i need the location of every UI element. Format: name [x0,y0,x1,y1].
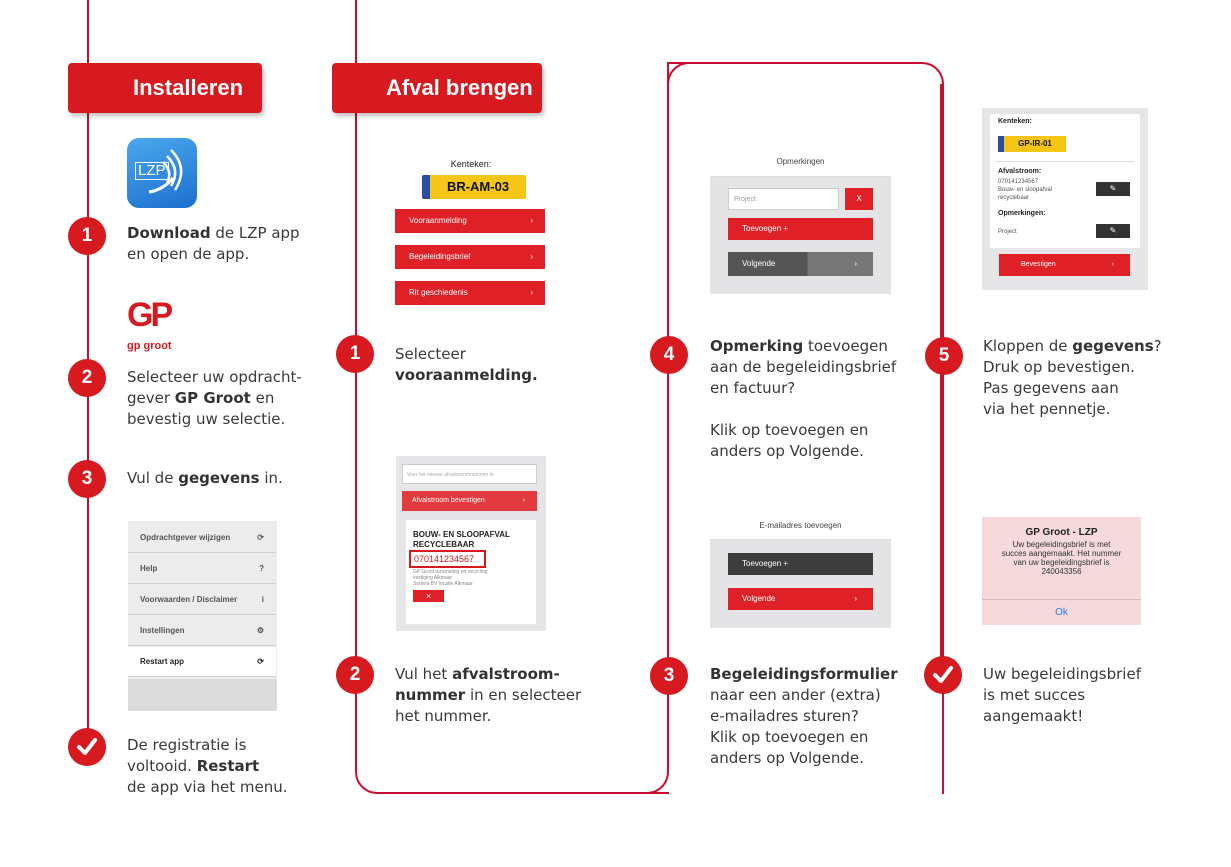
step-circle-opmerking-4 [650,336,688,374]
button-label: Afvalstroom bevestigen [412,497,485,504]
step-text-download [127,223,327,265]
step-bold: gegevens [1072,337,1154,355]
step-line: en open de app. [127,245,250,263]
step-text-fill-data [127,468,327,489]
check-circle-done-1 [68,728,106,766]
chevron-right-icon: › [530,288,533,297]
gear-icon: ⚙ [256,626,264,635]
menu-item-help[interactable] [128,554,276,584]
step-line: Druk op bevestigen. [983,358,1135,376]
button-label: Bevestigen [1021,261,1056,268]
gp-groot-logo [127,296,187,357]
step-number: 1 [81,225,93,246]
header-title: Opmerkingen [776,157,825,166]
close-icon: X [856,194,862,203]
card-close-button[interactable] [413,590,444,602]
step-number: 2 [81,367,93,388]
volgende-button[interactable] [728,252,873,276]
dialog-ok-button[interactable] [982,599,1141,626]
step-line: en [250,389,275,407]
input-value: Project [734,196,756,203]
step-line: en factuur? [710,379,796,397]
step-number: 2 [349,664,361,685]
step-line: ? [1153,337,1162,355]
afvalstroom-label: Afvalstroom: [998,168,1042,175]
button-label: Rit geschiedenis [409,288,468,297]
kenteken-label: Kenteken: [450,159,492,169]
step-circle-1 [68,217,106,255]
edit-afvalstroom-button[interactable] [1096,182,1130,196]
step-line: e-mailadres sturen? [710,707,859,725]
card-info-2: vestiging Alkmaar [413,575,453,581]
step-circle-afval-1 [336,335,374,373]
chevron-right-icon: › [530,252,533,261]
step-number: 5 [938,345,950,366]
afvalstroom-number[interactable] [409,550,486,568]
step-line: Selecteer uw opdracht- [127,368,302,386]
opmerking-clear-button[interactable] [845,188,873,210]
email-header [710,513,891,540]
pencil-icon: ✎ [1109,226,1117,235]
step-line: bevestig uw selectie. [127,410,286,428]
dialog-line-1: Uw begeleidingsbrief is met [1012,540,1111,549]
menu-label: Voorwaarden / Disclaimer [140,595,238,604]
step-line: de app via het menu. [127,778,288,796]
step-line: aangemaakt! [983,707,1084,725]
success-dialog [982,517,1141,625]
lzp-app-icon [127,138,197,208]
gp-logo-letters: GP [127,296,171,334]
button-label: Volgende [742,594,776,603]
menu-item-instellingen[interactable] [128,616,276,646]
step-line: anders op Volgende. [710,749,864,767]
step-text-afvalstroomnummer [395,664,615,727]
chevron-right-icon: › [854,594,857,603]
card-title-1: BOUW- EN SLOOPAFVAL [413,530,510,539]
step-bold: Begeleidingsformulier [710,665,898,683]
help-icon: ? [259,564,264,573]
step-circle-gegevens-5 [925,337,963,375]
button-label: Begeleidingsbrief [409,252,471,261]
step-line: De registratie is [127,736,247,754]
chevron-right-icon: › [522,497,525,504]
step-bold: gegevens [178,469,260,487]
step-line: anders op Volgende. [710,442,864,460]
step-line: is met succes [983,686,1086,704]
step-line: Vul de [127,469,179,487]
afvalstroom-desc-2: recyclebaar [998,195,1030,201]
banner-afval-brengen [332,63,542,113]
step-line: via het pennetje. [983,400,1111,418]
menu-item-voorwaarden[interactable] [128,585,276,615]
step-line: in en selecteer [465,686,582,704]
menu-label: Restart app [140,657,185,666]
step-bold: Opmerking [710,337,804,355]
menu-label: Instellingen [140,626,185,635]
toevoegen-button[interactable] [728,218,873,240]
afvalstroom-card [406,520,536,624]
gp-logo-text: gp groot [127,340,172,352]
button-label: Volgende [742,259,776,268]
step-number: 3 [81,468,93,489]
banner-installeren-text: Installeren [133,75,244,100]
summary-card [990,114,1140,248]
step-circle-2 [68,359,106,397]
pencil-icon: ✎ [1109,184,1117,193]
number-text: 070141234567 [414,554,475,564]
email-volgende-button[interactable] [728,588,873,610]
refresh-icon: ⟳ [257,533,264,542]
step-rest: de LZP app [210,224,300,242]
plate-text: GP-IR-01 [1018,139,1052,148]
button-label: Toevoegen + [742,224,789,233]
plate-text: BR-AM-03 [446,179,510,194]
step-text-gegevens-check [983,336,1183,420]
step-bold: Restart [196,757,260,775]
header-title: E-mailadres toevoegen [759,521,842,530]
opmerkingen-header [710,148,891,177]
summary-screenshot [982,108,1148,290]
opmerkingen-value: Project [998,229,1017,235]
banner-installeren [68,63,262,113]
bevestigen-button[interactable] [999,254,1130,276]
step-line: voltooid. [127,757,197,775]
menu-empty-area [128,679,277,711]
step-line: Kloppen de [983,337,1073,355]
step-line: Vul het [395,665,453,683]
dialog-title: GP Groot - LZP [1025,527,1098,538]
license-plate [422,175,526,199]
step-number: 1 [349,343,361,364]
step-text-brief-done [983,664,1183,727]
button-label: Toevoegen + [742,559,789,568]
step-line: naar een ander (extra) [710,686,881,704]
banner-afval-text: Afval brengen [386,75,533,100]
dialog-line-2: succes aangemaakt. Het nummer [1001,549,1122,558]
divider [996,161,1134,162]
step-line: gever [127,389,175,407]
step-circle-afval-2 [336,656,374,694]
step-bold: Download [127,224,211,242]
input-placeholder: Voer het nieuwe afvalstroomnummer in [407,472,494,478]
step-bold: vooraanmelding. [395,366,538,384]
step-text-opmerking [710,336,920,462]
kenteken-label: Kenteken: [998,118,1032,125]
step-text-select-client [127,367,327,430]
button-label: Ok [1055,607,1068,618]
email-toevoegen-button[interactable] [728,553,873,575]
step-line: Klik op toevoegen en [710,421,869,439]
edit-opmerking-button[interactable] [1096,224,1130,238]
step-line: het nummer. [395,707,492,725]
step-text-select-vooraanmelding [395,344,595,386]
begeleidingsbrief-button[interactable] [395,245,545,269]
step-bold: nummer [395,686,466,704]
dialog-line-3: van uw begeleidingsbrief is [1013,558,1110,567]
vooraanmelding-screenshot [390,155,552,307]
chevron-right-icon: › [530,216,533,225]
dialog-number: 240043356 [1041,567,1082,576]
step-circle-email-3 [650,657,688,695]
menu-item-opdrachtgever[interactable] [128,523,276,553]
step-text-begeleidingsformulier [710,664,925,769]
opmerking-input[interactable] [728,188,839,210]
step-line: Klik op toevoegen en [710,728,869,746]
close-icon: × [425,591,432,601]
step-line: toevoegen [803,337,888,355]
menu-screenshot [128,521,277,711]
opmerkingen-screenshot [710,148,891,294]
opmerkingen-label: Opmerkingen: [998,210,1046,217]
card-title-2: RECYCLEBAAR [413,540,475,549]
email-screenshot [710,513,891,628]
info-icon: i [261,595,264,604]
checkmark-icon [76,736,98,758]
afvalstroom-screenshot [396,456,546,631]
rit-geschiedenis-button[interactable] [395,281,545,305]
step-line: Pas gegevens aan [983,379,1119,397]
step-bold: GP Groot [174,389,251,407]
menu-label: Help [140,564,158,573]
vooraanmelding-button[interactable] [395,209,545,233]
afvalstroom-desc-1: Bouw- en sloopafval [998,187,1053,193]
button-label: Vooraanmelding [409,216,467,225]
card-info-1: GP Groot inzameling en recycling [413,569,488,575]
step-line: Selecteer [395,345,466,363]
signal-swoosh-icon [127,138,197,208]
checkmark-icon [932,664,954,686]
check-circle-done-2 [924,656,962,694]
flow-box-top-left [667,62,709,104]
afvalstroom-number: 070141234567 [998,179,1039,185]
license-plate [998,136,1066,152]
refresh-icon: ⟳ [257,657,264,666]
afvalstroom-input[interactable] [402,464,537,484]
step-number: 4 [663,344,675,365]
step-text-registration-done [127,735,327,798]
menu-item-restart[interactable] [128,647,276,677]
chevron-right-icon: › [1111,261,1114,268]
chevron-right-icon: › [854,259,857,268]
afvalstroom-confirm-button[interactable] [402,491,537,511]
step-circle-3 [68,460,106,498]
step-line: in. [259,469,283,487]
step-line: aan de begeleidingsbrief [710,358,897,376]
menu-label: Opdrachtgever wijzigen [140,533,231,542]
lzp-logo-text: LZP [135,162,169,180]
step-number: 3 [663,665,675,686]
step-line: Uw begeleidingsbrief [983,665,1141,683]
card-info-3: Sortera BV locatie Alkmaar [413,581,473,587]
step-bold: afvalstroom- [452,665,560,683]
